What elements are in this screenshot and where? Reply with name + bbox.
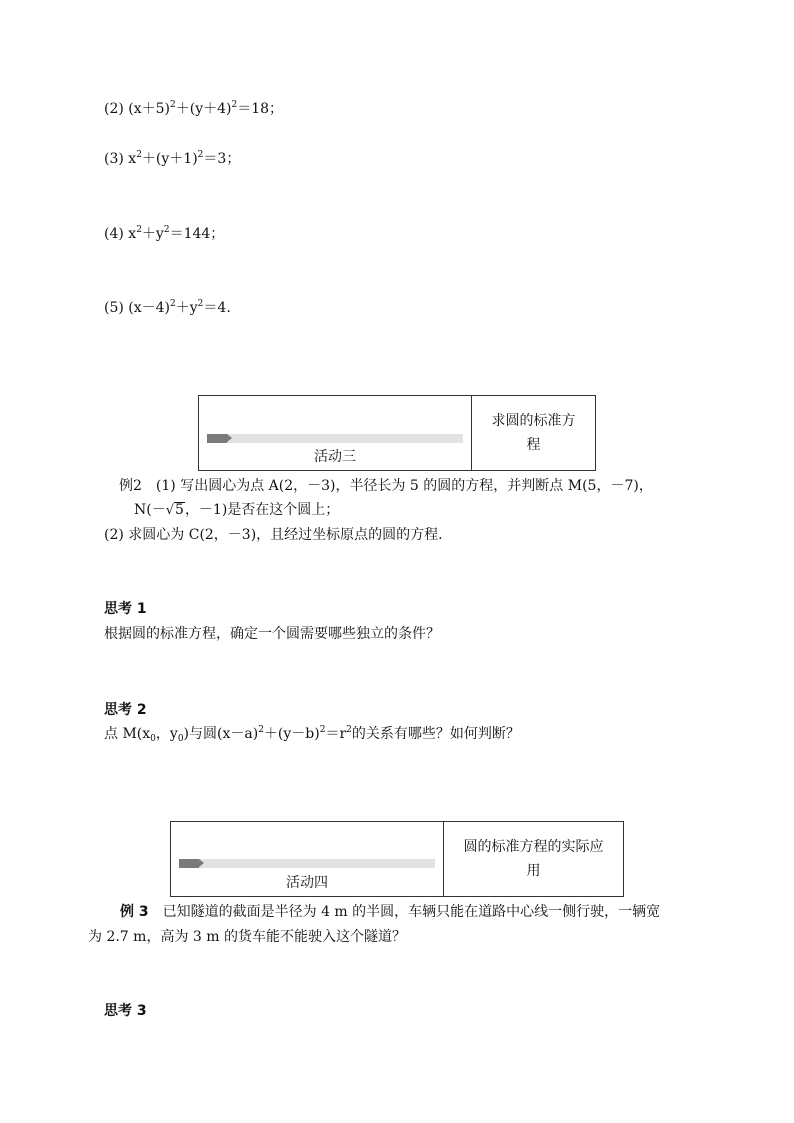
- activity-three-banner: [198, 395, 596, 471]
- example-2-line-3: (2) 求圆心为 C(2，－3)，且经过坐标原点的圆的方程.: [104, 527, 443, 543]
- text: 点 M(x: [104, 726, 151, 742]
- eq-text: ＝3；: [203, 151, 241, 167]
- equation-5: [104, 298, 231, 318]
- eq-text: ＝144；: [169, 226, 225, 242]
- eq-text: (2) (x＋5): [104, 101, 171, 117]
- sqrt-radicand: 5: [175, 502, 184, 518]
- eq-text: ＋(y＋4): [175, 101, 232, 117]
- subscript: 0: [150, 734, 156, 744]
- topic-line: 程: [526, 437, 541, 453]
- eq-text: ＝4.: [203, 300, 231, 316]
- eq-text: (4) x: [104, 226, 137, 242]
- progress-track: [207, 434, 463, 443]
- activity-topic: [444, 822, 623, 896]
- exponent: 2: [136, 225, 142, 235]
- equation-2: [104, 99, 283, 119]
- exponent: 2: [346, 725, 352, 735]
- text: )与圆(x－a): [183, 726, 259, 742]
- think-3-title: 思考 3: [104, 1003, 147, 1019]
- progress-track: [179, 859, 435, 868]
- subscript: 0: [177, 734, 184, 744]
- think-1-text: 根据圆的标准方程，确定一个圆需要哪些独立的条件？: [104, 626, 440, 642]
- text: 已知隧道的截面是半径为 4 m 的半圆，车辆只能在道路中心线一侧行驶，一辆宽: [162, 904, 661, 920]
- progress-arrow-icon: [227, 434, 232, 442]
- exponent: 2: [136, 150, 142, 160]
- activity-label: 活动三: [314, 449, 356, 465]
- activity-label: 活动四: [286, 875, 328, 891]
- example-3-line-1: [120, 902, 660, 922]
- equation-4: [104, 224, 224, 244]
- exponent: 2: [170, 100, 176, 110]
- example-3-line-2: 为 2.7 m，高为 3 m 的货车能不能驶入这个隧道？: [88, 929, 406, 945]
- example-2-line-2: N(－√5，－1)是否在这个圆上；: [134, 502, 340, 518]
- text: 的关系有哪些？如何判断？: [351, 726, 520, 742]
- eq-text: (3) x: [104, 151, 137, 167]
- activity-topic: [472, 396, 595, 470]
- activity-four-banner: [170, 821, 624, 897]
- topic-line: 圆的标准方程的实际应: [463, 839, 604, 855]
- text: ＋(y－b): [263, 726, 320, 742]
- progress-fill: [207, 434, 227, 443]
- progress-arrow-icon: [199, 859, 204, 867]
- think-2-text: [104, 724, 520, 744]
- eq-text: (5) (x－4): [104, 300, 171, 316]
- eq-text: ＋y: [175, 300, 198, 316]
- text: ，－1)是否在这个圆上；: [184, 502, 340, 518]
- example-3-title: 例 3: [120, 904, 149, 920]
- exponent: 2: [319, 725, 326, 735]
- eq-text: ＋y: [141, 226, 164, 242]
- topic-line: 求圆的标准方: [491, 413, 576, 429]
- think-2-title: 思考 2: [104, 702, 147, 718]
- think-1-title: 思考 1: [104, 601, 147, 617]
- exponent: 2: [197, 299, 204, 309]
- eq-text: ＝18；: [237, 101, 284, 117]
- topic-line: 用: [526, 863, 541, 879]
- text: N(－: [134, 502, 166, 518]
- exponent: 2: [258, 725, 264, 735]
- progress-fill: [179, 859, 199, 868]
- exponent: 2: [197, 150, 204, 160]
- text: ，y: [155, 726, 178, 742]
- eq-text: ＋(y＋1): [141, 151, 198, 167]
- exponent: 2: [163, 225, 170, 235]
- text: ＝r: [325, 726, 347, 742]
- activity-progress-panel: [199, 396, 472, 470]
- exponent: 2: [170, 299, 176, 309]
- example-2-line-1: 例2 (1) 写出圆心为点 A(2，－3)，半径长为 5 的圆的方程，并判断点 M(5，－7)，: [119, 478, 653, 494]
- exponent: 2: [231, 100, 238, 110]
- equation-3: [104, 149, 240, 169]
- activity-progress-panel: [171, 822, 444, 896]
